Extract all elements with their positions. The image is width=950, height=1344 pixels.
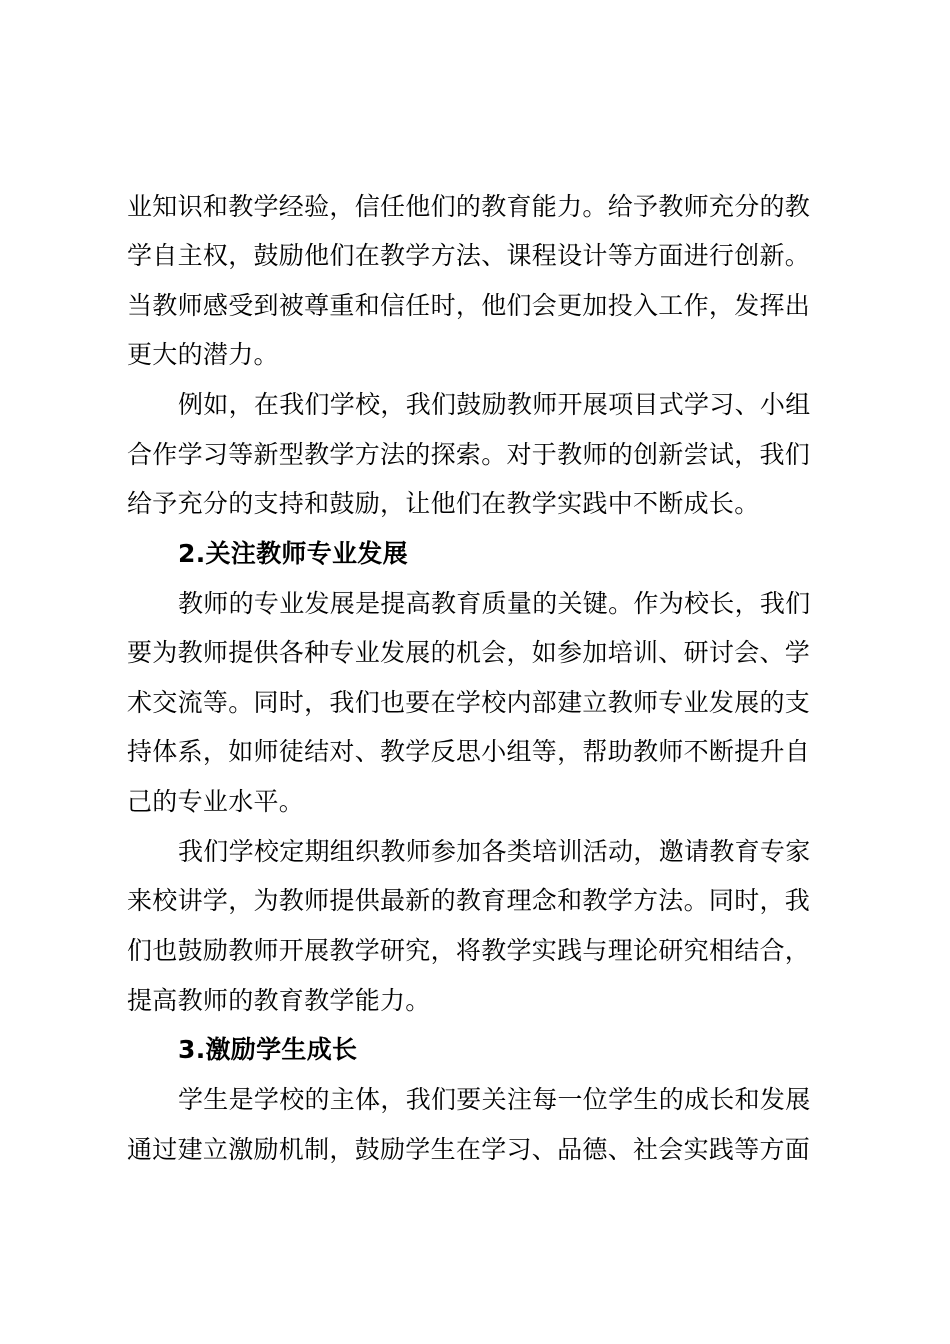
paragraph-line: 要为教师提供各种专业发展的机会，如参加培训、研讨会、学 (127, 638, 811, 667)
paragraph-line: 己的专业水平。 (127, 787, 305, 816)
paragraph-line: 来校讲学，为教师提供最新的教育理念和教学方法。同时，我 (127, 886, 811, 915)
paragraph-line: 我们学校定期组织教师参加各类培训活动，邀请教育专家 (178, 837, 811, 866)
paragraph-line: 业知识和教学经验，信任他们的教育能力。给予教师充分的教 (127, 192, 811, 221)
paragraph-line: 通过建立激励机制，鼓励学生在学习、品德、社会实践等方面 (127, 1135, 811, 1164)
paragraph-line: 学生是学校的主体，我们要关注每一位学生的成长和发展 (178, 1085, 811, 1114)
section-heading: 2.关注教师专业发展 (178, 539, 408, 568)
paragraph-line: 教师的专业发展是提高教育质量的关键。作为校长，我们 (178, 589, 811, 618)
paragraph-line: 当教师感受到被尊重和信任时，他们会更加投入工作，发挥出 (127, 291, 811, 320)
paragraph-line: 提高教师的教育教学能力。 (127, 986, 431, 1015)
paragraph-line: 给予充分的支持和鼓励，让他们在教学实践中不断成长。 (127, 489, 760, 518)
paragraph-line: 术交流等。同时，我们也要在学校内部建立教师专业发展的支 (127, 688, 811, 717)
paragraph-line: 例如，在我们学校，我们鼓励教师开展项目式学习、小组 (178, 390, 811, 419)
paragraph-line: 合作学习等新型教学方法的探索。对于教师的创新尝试，我们 (127, 440, 811, 469)
section-heading: 3.激励学生成长 (178, 1035, 358, 1064)
paragraph-line: 更大的潜力。 (127, 340, 279, 369)
paragraph-line: 们也鼓励教师开展教学研究，将教学实践与理论研究相结合， (127, 936, 811, 965)
paragraph-line: 持体系，如师徒结对、教学反思小组等，帮助教师不断提升自 (127, 737, 811, 766)
paragraph-line: 学自主权，鼓励他们在教学方法、课程设计等方面进行创新。 (127, 241, 811, 270)
